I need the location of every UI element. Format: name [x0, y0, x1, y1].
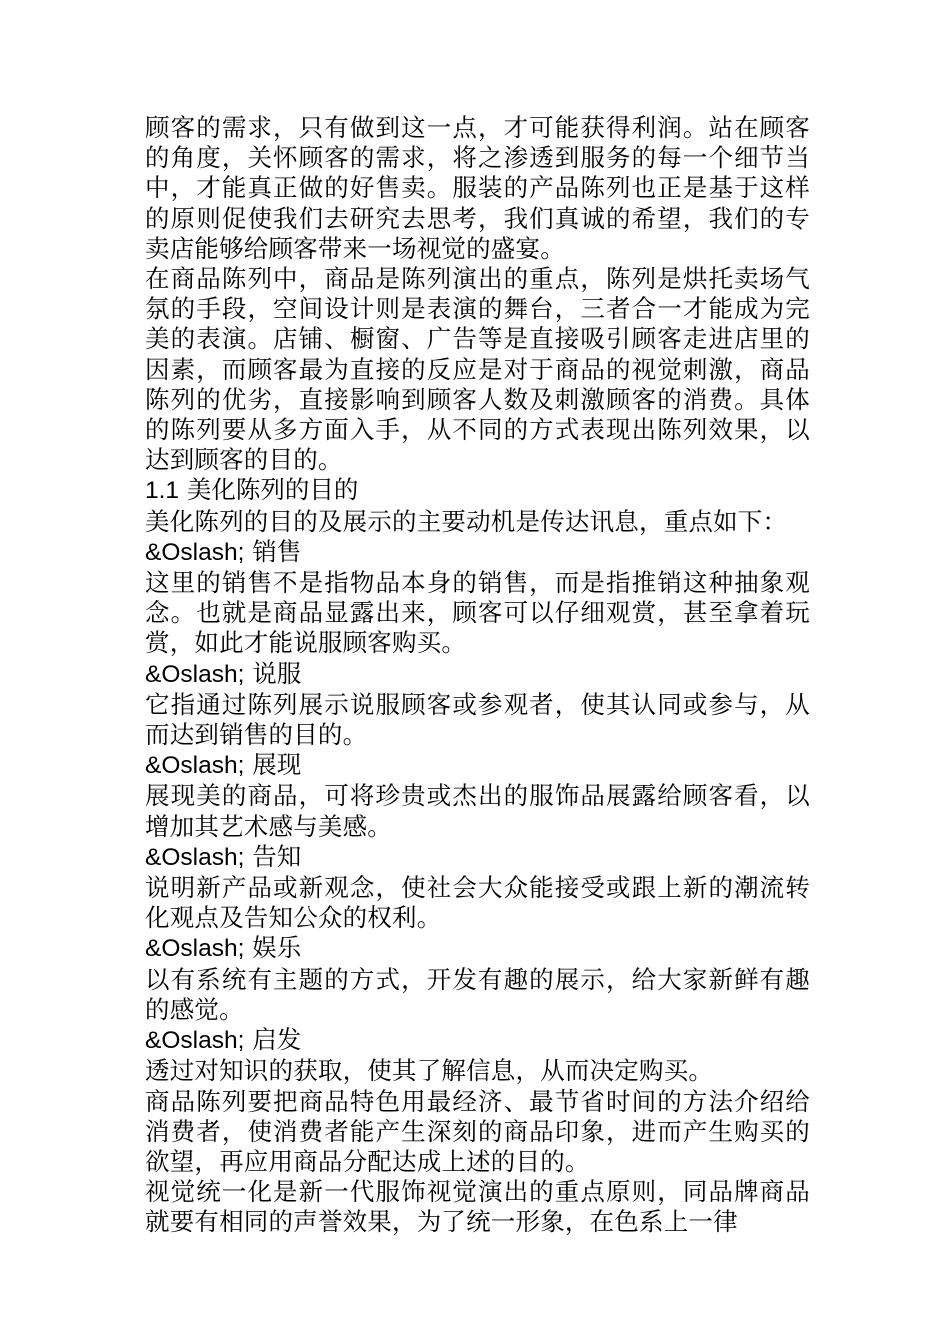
bullet-label: 销售 — [252, 536, 302, 566]
paragraph: 美化陈列的目的及展示的主要动机是传达讯息，重点如下： — [145, 506, 788, 536]
bullet-marker: &Oslash; — [145, 843, 245, 871]
paragraph: 透过对知识的获取，使其了解信息，从而决定购买。 — [145, 1056, 714, 1086]
bullet-marker: &Oslash; — [145, 538, 245, 566]
bullet-marker: &Oslash; — [145, 752, 245, 780]
bullet-item — [145, 537, 810, 568]
bullet-label: 说服 — [252, 658, 302, 688]
bullet-marker: &Oslash; — [145, 1027, 245, 1055]
bullet-item — [145, 750, 810, 781]
bullet-item — [145, 842, 810, 873]
paragraph: 说明新产品或新观念，使社会大众能接受或跟上新的潮流转化观点及告知公众的权利。 — [145, 873, 810, 933]
bullet-marker: &Oslash; — [145, 660, 245, 688]
paragraph: 顾客的需求，只有做到这一点，才可能获得利润。站在顾客的角度，关怀顾客的需求，将之渗透到服务的每一个细节当中，才能真正做的好售卖。服装的产品陈列也正是基于这样的原则促使我们去研究去思考，我们真诚的希望，我们的专卖店能够给顾客带来一场视觉的盛宴。 — [145, 113, 810, 263]
paragraph: 它指通过陈列展示说服顾客或参观者，使其认同或参与，从而达到销售的目的。 — [145, 689, 810, 750]
bullet-label: 娱乐 — [252, 933, 302, 963]
bullet-label: 启发 — [252, 1025, 302, 1055]
paragraph: 以有系统有主题的方式，开发有趣的展示，给大家新鲜有趣的感觉。 — [145, 964, 810, 1024]
document-page — [145, 113, 810, 1238]
section-heading — [145, 475, 810, 506]
section-number: 1.1 — [145, 477, 180, 505]
paragraph: 展现美的商品，可将珍贵或杰出的服饰品展露给顾客看，以增加其艺术感与美感。 — [145, 781, 810, 841]
bullet-item — [145, 933, 810, 964]
paragraph: 商品陈列要把商品特色用最经济、最节省时间的方法介绍给消费者，使消费者能产生深刻的商品印象，进而产生购买的欲望，再应用商品分配达成上述的目的。 — [145, 1086, 810, 1176]
paragraph: 视觉统一化是新一代服饰视觉演出的重点原则，同品牌商品就要有相同的声誉效果，为了统一形象，在色系上一律 — [145, 1177, 810, 1237]
paragraph: 在商品陈列中，商品是陈列演出的重点，陈列是烘托卖场气氛的手段，空间设计则是表演的舞台，三者合一才能成为完美的表演。店铺、橱窗、广告等是直接吸引顾客走进店里的因素，而顾客最为直接的反应是对于商品的视觉刺激，商品陈列的优劣，直接影响到顾客人数及刺激顾客的消费。具体的陈列要从多方面入手，从不同的方式表现出陈列效果，以达到顾客的目的。 — [145, 264, 810, 475]
paragraph: 这里的销售不是指物品本身的销售，而是指推销这种抽象观念。也就是商品显露出来，顾客可以仔细观赏，甚至拿着玩赏，如此才能说服顾客购买。 — [145, 568, 810, 658]
bullet-marker: &Oslash; — [145, 935, 245, 963]
bullet-item — [145, 1025, 810, 1056]
section-title: 美化陈列的目的 — [186, 475, 359, 505]
bullet-label: 告知 — [252, 841, 302, 871]
bullet-item — [145, 659, 810, 690]
bullet-label: 展现 — [252, 750, 302, 780]
